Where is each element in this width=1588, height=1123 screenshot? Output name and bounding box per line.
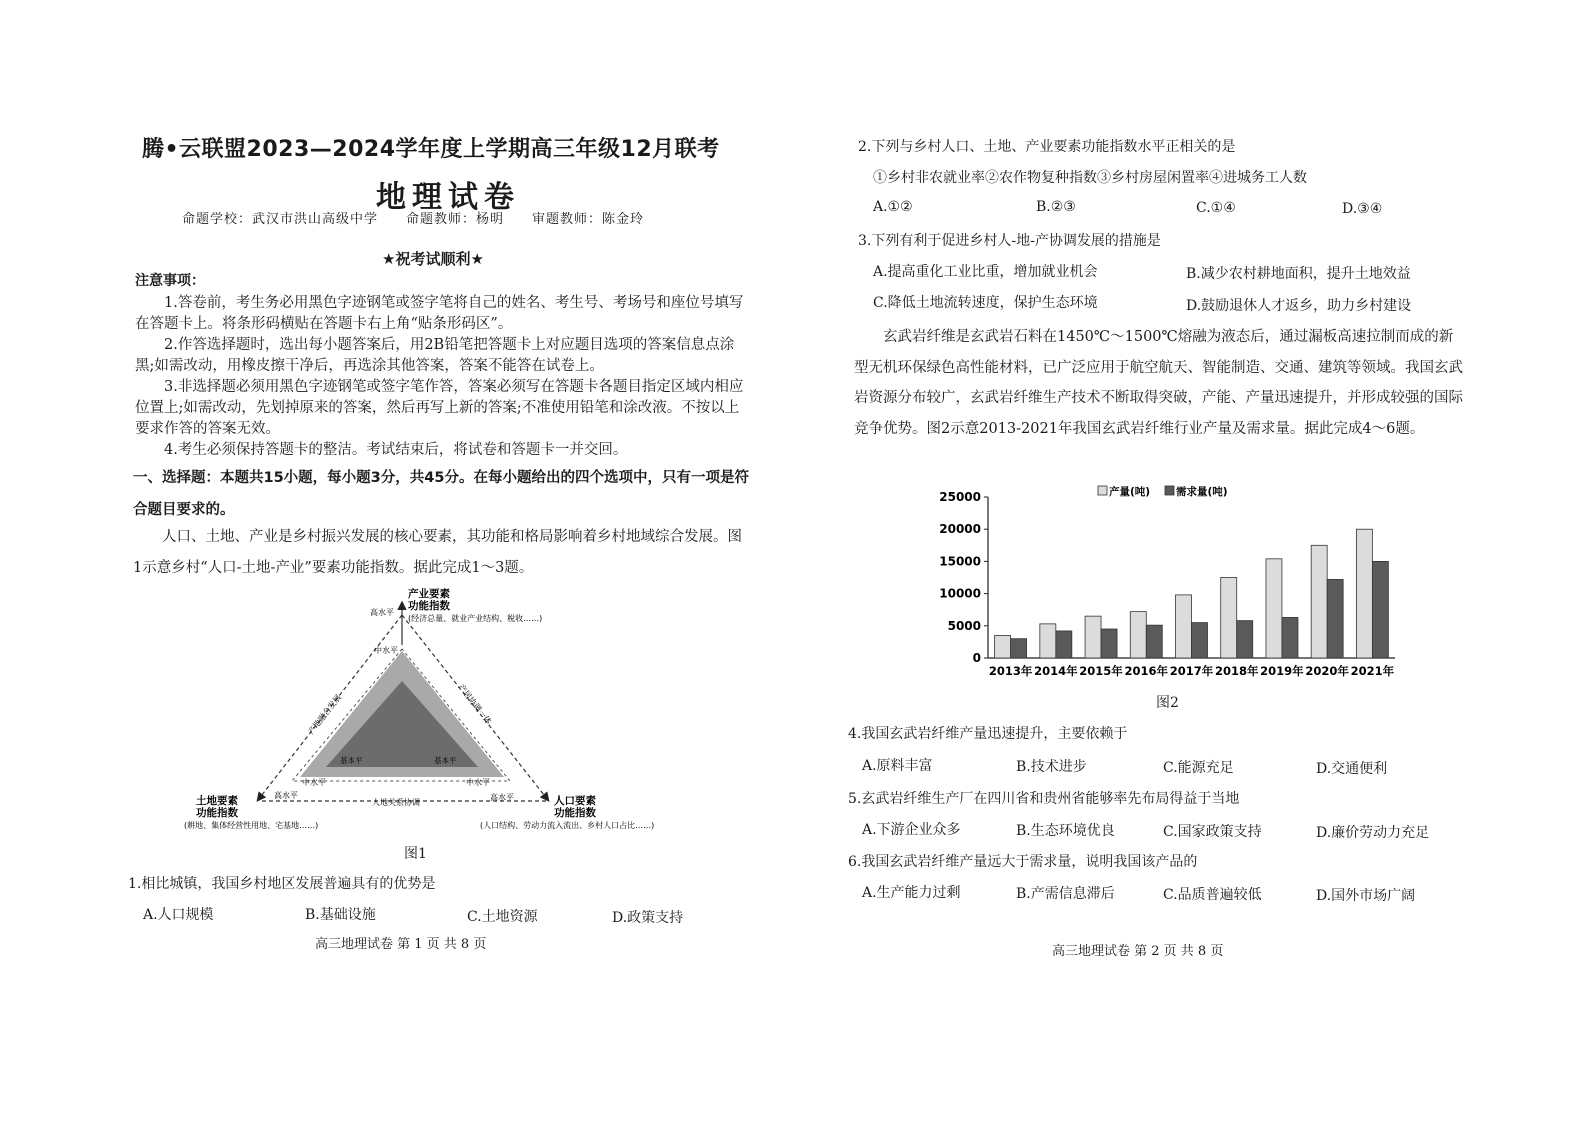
q3-option-c: C.降低土地流转速度，保护生态环境 <box>873 295 1098 311</box>
subject-title: 地理试卷 <box>376 180 520 215</box>
y-tick-label: 0 <box>972 651 981 665</box>
intro-paragraph: 人口、土地、产业是乡村振兴发展的核心要素，其功能和格局影响着乡村地域综合发展。图1示意乡村“人口-土地-产业”要素功能指数。据此完成1～3题。 <box>133 529 742 576</box>
bar-demand <box>1056 631 1072 658</box>
page-2-footer: 高三地理试卷 第 2 页 共 8 页 <box>1052 944 1224 959</box>
credits-line: 命题学校：武汉市洪山高级中学 命题教师：杨明 审题教师：陈金玲 <box>182 212 645 227</box>
x-tick-label: 2013年 <box>988 664 1033 678</box>
q4-option-d: D.交通便利 <box>1316 761 1388 777</box>
bar-demand <box>1146 625 1162 658</box>
y-tick-label: 20000 <box>939 522 981 537</box>
edge-label-right: 产居协调一体 <box>456 682 494 727</box>
bar-demand <box>1327 579 1343 658</box>
right-note: (人口结构、劳动力流入流出、乡村人口占比……) <box>480 821 655 830</box>
q3-option-d: D.鼓励退休人才返乡，助力乡村建设 <box>1186 298 1412 314</box>
top-label-2: 功能指数 <box>408 600 450 612</box>
q4-option-b: B.技术进步 <box>1016 759 1087 775</box>
x-tick-label: 2014年 <box>1034 664 1078 678</box>
blessing: ★祝考试顺利★ <box>382 250 484 268</box>
q4-option-a: A.原料丰富 <box>862 758 933 774</box>
legend-swatch-demand <box>1165 486 1174 495</box>
top-note: (经济总量、就业产业结构、税收……) <box>408 614 543 623</box>
notice-item: 1.答卷前，考生务必用黑色字迹钢笔或签字笔将自己的姓名、考生号、考场号和座位号填写在答题卡上。将条形码横贴在答题卡右上角“贴条形码区”。 <box>135 295 744 332</box>
passage: 玄武岩纤维是玄武岩石料在1450℃～1500℃熔融为液态后，通过漏板高速拉制而成的新型无机环保绿色高性能材料，已广泛应用于航空航天、智能制造、交通、建筑等领域。我国玄武岩资源分布较广，玄武岩纤维生产技术不断取得突破，产能、产量迅速提升，并形成较强的国际竞争优势。图2示意2013-2021年我国玄武岩纤维行业产量及需求量。据此完成4～6题。 <box>854 329 1463 437</box>
q1-option-a: A.人口规模 <box>143 907 214 923</box>
bar-demand <box>1011 639 1027 658</box>
top-high-level: 高水平 <box>370 608 394 617</box>
bar-production <box>1311 545 1327 658</box>
top-mid-level: 中水平 <box>374 646 398 655</box>
inner-label-right: 基本平 <box>434 756 457 765</box>
y-tick-label: 25000 <box>939 490 981 504</box>
q4-stem: 4.我国玄武岩纤维产量迅速提升，主要依赖于 <box>848 726 1128 742</box>
bar-production <box>1085 616 1101 658</box>
q3-stem: 3.下列有利于促进乡村人-地-产协调发展的措施是 <box>858 233 1161 249</box>
bar-production <box>1176 595 1192 658</box>
q2-option-b: B.②③ <box>1036 199 1076 215</box>
bar-demand <box>1372 561 1388 658</box>
q2-option-a: A.①② <box>873 199 913 215</box>
figure-1-caption: 图1 <box>404 846 427 862</box>
q6-option-b: B.产需信息滞后 <box>1016 886 1115 902</box>
left-note: (耕地、集体经营性用地、宅基地……) <box>184 821 319 830</box>
x-tick-label: 2018年 <box>1214 664 1259 678</box>
notice-heading: 注意事项： <box>135 273 205 289</box>
bar-production <box>1266 559 1282 658</box>
page-1-footer: 高三地理试卷 第 1 页 共 8 页 <box>315 937 487 952</box>
y-tick-label: 15000 <box>939 554 981 569</box>
right-label-1: 人口要素 <box>554 795 596 807</box>
left-label-1: 土地要素 <box>196 795 238 807</box>
inner-label-left: 基本平 <box>340 756 363 765</box>
y-tick-label: 10000 <box>939 586 981 601</box>
legend-label-demand: 需求量(吨) <box>1176 486 1228 498</box>
bar-demand <box>1282 617 1298 658</box>
x-tick-label: 2019年 <box>1260 664 1304 678</box>
q5-option-b: B.生态环境优良 <box>1016 823 1115 839</box>
exam-title: 腾•云联盟2023—2024学年度上学期高三年级12月联考 <box>142 137 720 162</box>
left-mid-level: 中水平 <box>302 778 326 787</box>
q5-option-d: D.廉价劳动力充足 <box>1316 825 1430 841</box>
q2-stem: 2.下列与乡村人口、土地、产业要素功能指数水平正相关的是 <box>858 139 1236 155</box>
edge-label-left: 产地融合发展 <box>306 692 344 737</box>
legend-label-production: 产量(吨) <box>1109 486 1151 498</box>
figure-1-diagram <box>170 585 710 835</box>
x-tick-label: 2015年 <box>1079 664 1123 678</box>
bar-production <box>995 635 1011 658</box>
x-tick-label: 2017年 <box>1169 664 1214 678</box>
notices-block <box>135 293 749 461</box>
q2-items: ①乡村非农就业率②农作物复种指数③乡村房屋闲置率④进城务工人数 <box>873 170 1307 186</box>
bar-production <box>1221 578 1237 659</box>
edge-label-bottom: 人地关系协调 <box>372 798 420 807</box>
left-label-2: 功能指数 <box>196 807 238 819</box>
top-label-1: 产业要素 <box>408 588 450 600</box>
bar-production <box>1040 624 1056 658</box>
x-tick-label: 2021年 <box>1350 664 1395 678</box>
legend-swatch-production <box>1098 486 1107 495</box>
q1-option-b: B.基础设施 <box>305 907 376 923</box>
bar-production <box>1356 529 1372 658</box>
q1-option-c: C.土地资源 <box>467 909 538 925</box>
right-mid-level: 中水平 <box>466 778 490 787</box>
q4-option-c: C.能源充足 <box>1163 760 1234 776</box>
notice-item: 2.作答选择题时，选出每小题答案后，用2B铅笔把答题卡上对应题目选项的答案信息点涂黑;如需改动，用橡皮擦干净后，再选涂其他答案，答案不能答在试卷上。 <box>135 337 735 374</box>
notice-item: 3.非选择题必须用黑色字迹钢笔或签字笔作答，答案必须写在答题卡各题目指定区域内相应位置上;如需改动，先划掉原来的答案，然后再写上新的答案;不准使用铅笔和涂改液。不按以上要求作答的答案无效。 <box>135 379 744 437</box>
bar-demand <box>1101 629 1117 658</box>
q5-stem: 5.玄武岩纤维生产厂在四川省和贵州省能够率先布局得益于当地 <box>848 791 1240 807</box>
q6-option-a: A.生产能力过剩 <box>862 885 961 901</box>
bar-demand <box>1237 621 1253 658</box>
y-tick-label: 5000 <box>947 618 981 633</box>
figure-2-bar-chart <box>930 482 1410 682</box>
q6-stem: 6.我国玄武岩纤维产量远大于需求量，说明我国该产品的 <box>848 854 1198 870</box>
q2-option-c: C.①④ <box>1196 200 1236 216</box>
right-label-2: 功能指数 <box>554 807 596 819</box>
q1-stem: 1.相比城镇，我国乡村地区发展普遍具有的优势是 <box>128 876 436 892</box>
x-tick-label: 2016年 <box>1124 664 1169 678</box>
q5-option-a: A.下游企业众多 <box>862 822 961 838</box>
section-heading: 一、选择题：本题共15小题，每小题3分，共45分。在每小题给出的四个选项中，只有一项是符合题目要求的。 <box>133 470 749 518</box>
q3-option-a: A.提高重化工业比重，增加就业机会 <box>873 264 1098 280</box>
q6-option-c: C.品质普遍较低 <box>1163 887 1262 903</box>
q6-option-d: D.国外市场广阔 <box>1316 888 1416 904</box>
bar-production <box>1130 612 1146 658</box>
q3-option-b: B.减少农村耕地面积，提升土地效益 <box>1186 266 1411 282</box>
notice-item: 4.考生必须保持答题卡的整洁。考试结束后，将试卷和答题卡一并交回。 <box>164 442 628 458</box>
q5-option-c: C.国家政策支持 <box>1163 824 1262 840</box>
q2-option-d: D.③④ <box>1342 201 1383 217</box>
figure-2-caption: 图2 <box>1156 695 1179 711</box>
left-high-level: 高水平 <box>274 791 298 800</box>
x-tick-label: 2020年 <box>1305 664 1349 678</box>
bar-demand <box>1192 623 1208 658</box>
q1-option-d: D.政策支持 <box>612 910 684 926</box>
right-high-level: 高水平 <box>490 793 514 802</box>
